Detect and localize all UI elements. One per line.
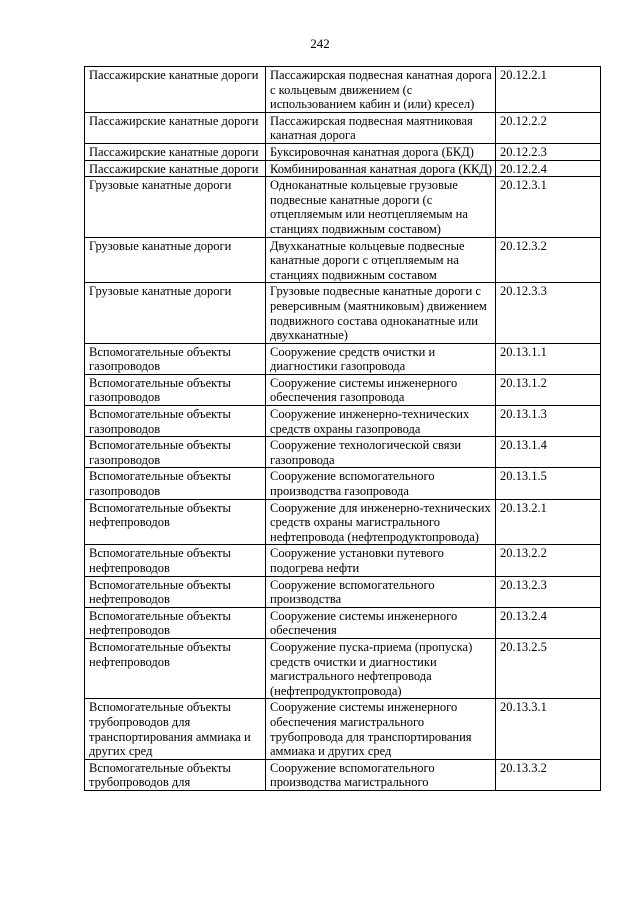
code-cell: 20.12.2.4 (496, 160, 601, 177)
category-cell: Грузовые канатные дороги (85, 283, 266, 343)
category-cell: Вспомогательные объекты трубопроводов для транспортирования аммиака и других сред (85, 699, 266, 759)
table-row (85, 177, 601, 237)
object-cell: Сооружение вспомогательного производства (266, 576, 496, 607)
category-cell: Вспомогательные объекты нефтепроводов (85, 607, 266, 638)
category-cell: Пассажирские канатные дороги (85, 67, 266, 113)
table-row (85, 283, 601, 343)
table-row (85, 759, 601, 790)
object-cell: Сооружение системы инженерного обеспечения газопровода (266, 374, 496, 405)
page-number: 242 (310, 36, 330, 51)
object-cell: Сооружение системы инженерного обеспечения (266, 607, 496, 638)
code-cell: 20.13.2.2 (496, 545, 601, 576)
category-cell: Вспомогательные объекты газопроводов (85, 468, 266, 499)
code-cell: 20.13.1.1 (496, 343, 601, 374)
code-cell: 20.13.2.1 (496, 499, 601, 545)
category-cell: Вспомогательные объекты нефтепроводов (85, 545, 266, 576)
category-cell: Вспомогательные объекты трубопроводов для (85, 759, 266, 790)
object-cell: Буксировочная канатная дорога (БКД) (266, 143, 496, 160)
category-cell: Пассажирские канатные дороги (85, 143, 266, 160)
object-cell: Сооружение инженерно-технических средств охраны газопровода (266, 406, 496, 437)
table-row (85, 237, 601, 283)
code-cell: 20.12.2.1 (496, 67, 601, 113)
category-cell: Вспомогательные объекты газопроводов (85, 437, 266, 468)
code-cell: 20.13.3.1 (496, 699, 601, 759)
category-cell: Вспомогательные объекты газопроводов (85, 343, 266, 374)
object-cell: Грузовые подвесные канатные дороги с реверсивным (маятниковым) движением подвижного состава одноканатные или двухканатные) (266, 283, 496, 343)
object-cell: Сооружение вспомогательного производства магистрального (266, 759, 496, 790)
table-row (85, 607, 601, 638)
category-cell: Грузовые канатные дороги (85, 177, 266, 237)
object-cell: Сооружение вспомогательного производства газопровода (266, 468, 496, 499)
code-cell: 20.13.2.5 (496, 638, 601, 698)
table-row (85, 143, 601, 160)
code-cell: 20.13.2.3 (496, 576, 601, 607)
category-cell: Грузовые канатные дороги (85, 237, 266, 283)
objects-table (84, 66, 601, 791)
code-cell: 20.13.2.4 (496, 607, 601, 638)
table-row (85, 499, 601, 545)
code-cell: 20.13.3.2 (496, 759, 601, 790)
object-cell: Пассажирская подвесная канатная дорога с кольцевым движением (с использованием кабин и (или) кресел) (266, 67, 496, 113)
category-cell: Вспомогательные объекты нефтепроводов (85, 499, 266, 545)
object-cell: Сооружение установки путевого подогрева нефти (266, 545, 496, 576)
code-cell: 20.13.1.4 (496, 437, 601, 468)
table-row (85, 468, 601, 499)
category-cell: Вспомогательные объекты нефтепроводов (85, 638, 266, 698)
table-row (85, 343, 601, 374)
table-row (85, 545, 601, 576)
category-cell: Вспомогательные объекты нефтепроводов (85, 576, 266, 607)
table-row (85, 576, 601, 607)
category-cell: Пассажирские канатные дороги (85, 112, 266, 143)
table-row (85, 638, 601, 698)
object-cell: Сооружение технологической связи газопровода (266, 437, 496, 468)
code-cell: 20.13.1.2 (496, 374, 601, 405)
table-body (85, 67, 601, 791)
table-row (85, 406, 601, 437)
object-cell: Пассажирская подвесная маятниковая канатная дорога (266, 112, 496, 143)
category-cell: Вспомогательные объекты газопроводов (85, 374, 266, 405)
table-row (85, 67, 601, 113)
category-cell: Вспомогательные объекты газопроводов (85, 406, 266, 437)
object-cell: Комбинированная канатная дорога (ККД) (266, 160, 496, 177)
table-row (85, 374, 601, 405)
code-cell: 20.13.1.5 (496, 468, 601, 499)
object-cell: Одноканатные кольцевые грузовые подвесные канатные дороги (с отцепляемым или неотцепляемым на станциях подвижным составом) (266, 177, 496, 237)
object-cell: Сооружение системы инженерного обеспечения магистрального трубопровода для транспортирования аммиака и других сред (266, 699, 496, 759)
object-cell: Сооружение для инженерно-технических средств охраны магистрального нефтепровода (нефтепродуктопровода) (266, 499, 496, 545)
category-cell: Пассажирские канатные дороги (85, 160, 266, 177)
object-cell: Двухканатные кольцевые подвесные канатные дороги с отцепляемым на станциях подвижным составом (266, 237, 496, 283)
table-row (85, 699, 601, 759)
code-cell: 20.12.2.3 (496, 143, 601, 160)
table-row (85, 112, 601, 143)
code-cell: 20.12.2.2 (496, 112, 601, 143)
table-row (85, 160, 601, 177)
code-cell: 20.13.1.3 (496, 406, 601, 437)
code-cell: 20.12.3.2 (496, 237, 601, 283)
object-cell: Сооружение пуска-приема (пропуска) средств очистки и диагностики магистрального нефтепровода (нефтепродуктопровода) (266, 638, 496, 698)
code-cell: 20.12.3.3 (496, 283, 601, 343)
table-row (85, 437, 601, 468)
object-cell: Сооружение средств очистки и диагностики газопровода (266, 343, 496, 374)
code-cell: 20.12.3.1 (496, 177, 601, 237)
